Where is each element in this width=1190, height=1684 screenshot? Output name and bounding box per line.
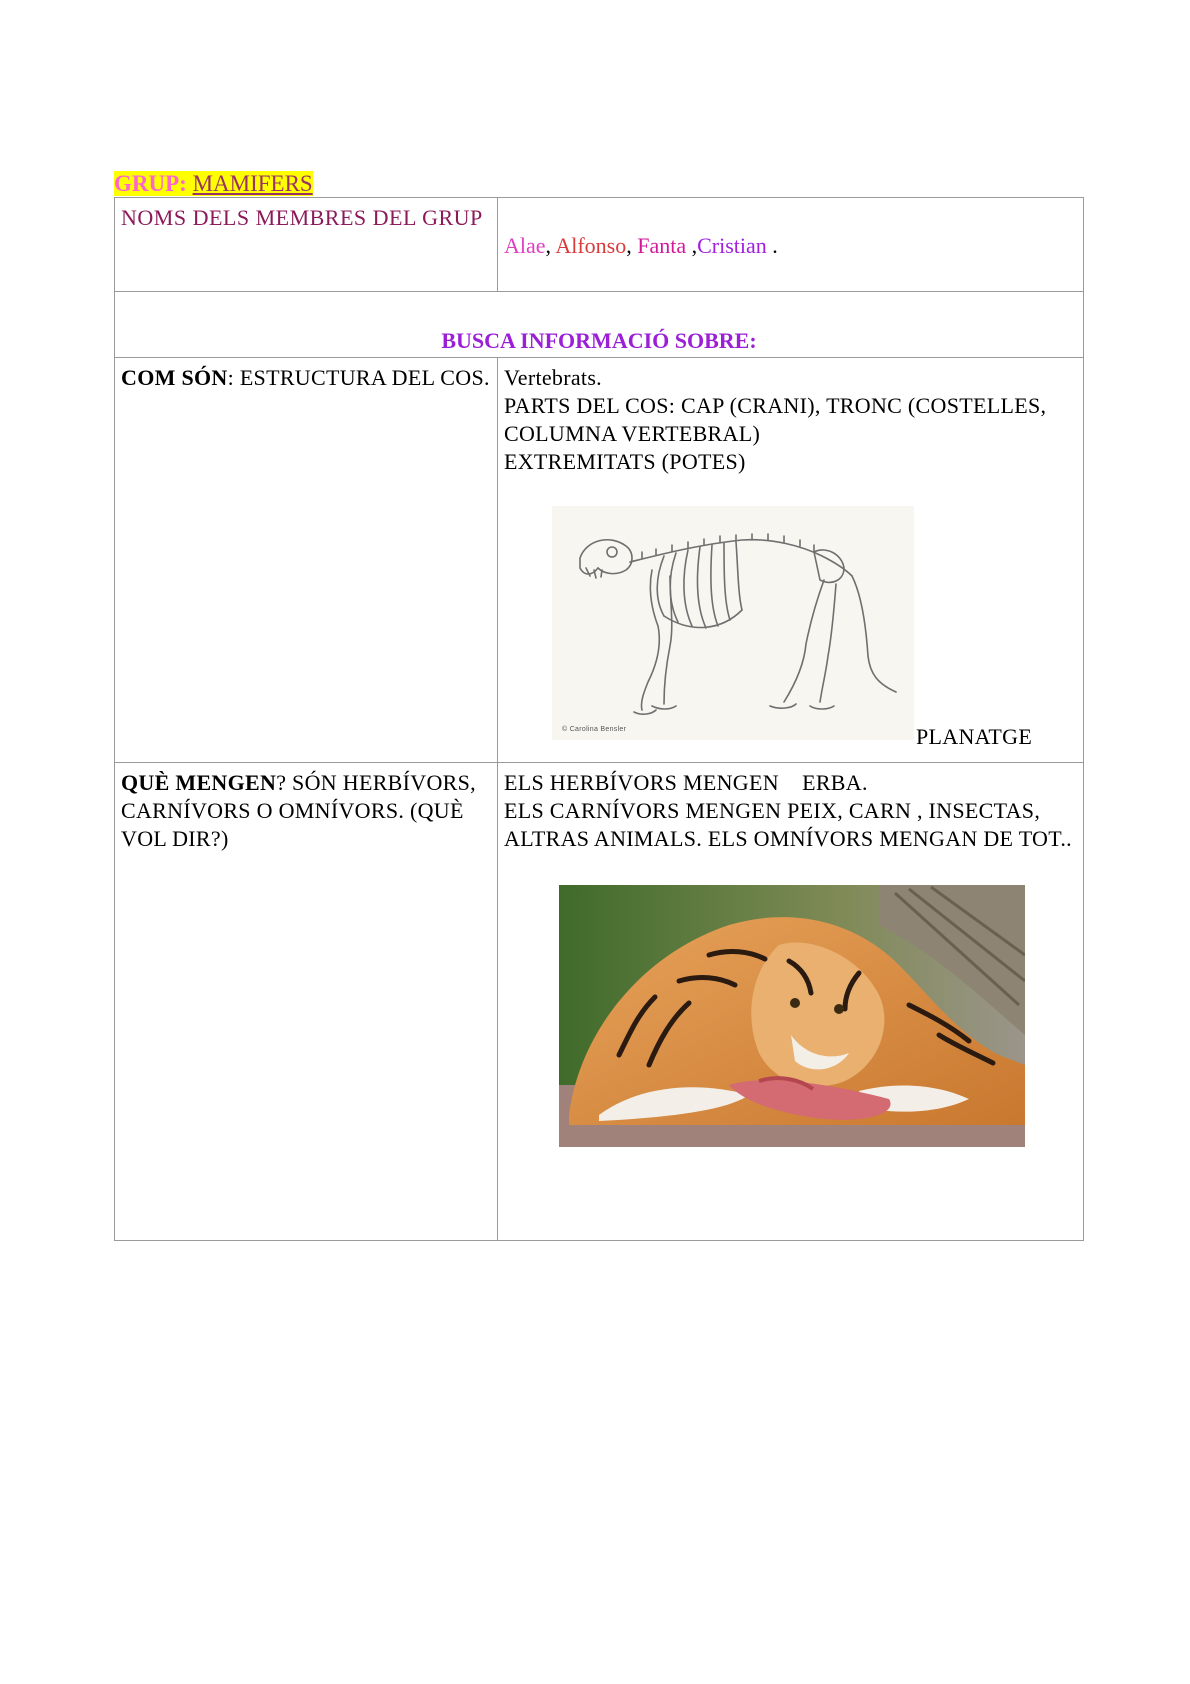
que-mengen-label-bold: QUÈ MENGEN (121, 770, 277, 795)
com-son-answer (498, 358, 1084, 763)
skeleton-caption: PLANATGE (916, 724, 1033, 749)
tiger-skeleton-image (552, 506, 914, 740)
com-son-row (115, 358, 1084, 763)
member-separator-1: , (545, 233, 556, 258)
busca-row (115, 292, 1084, 358)
tiger-figure (504, 883, 1077, 1213)
com-son-label-bold: COM SÓN (121, 365, 228, 390)
com-son-line-2: PARTS DEL COS: CAP (CRANI), TRONC (COSTELLES, COLUMNA VERTEBRAL) (504, 393, 1047, 446)
que-mengen-label (115, 763, 498, 1241)
com-son-line-1: Vertebrats. (504, 365, 602, 390)
group-prefix: GRUP: (114, 171, 187, 196)
member-name-4: Cristian (697, 233, 767, 258)
que-mengen-label-rest: ? SÓN HERBÍVORS, CARNÍVORS O OMNÍVORS. (QUÈ VOL DIR?) (121, 770, 476, 851)
member-end: . (766, 233, 778, 258)
tiger-eating-image (559, 885, 1025, 1147)
com-son-line-3: EXTREMITATS (POTES) (504, 449, 746, 474)
members-value (498, 198, 1084, 292)
que-mengen-row (115, 763, 1084, 1241)
que-mengen-answer (498, 763, 1084, 1241)
skeleton-figure (504, 506, 1077, 758)
member-name-1: Alae (504, 233, 546, 258)
busca-heading: BUSCA INFORMACIÓ SOBRE: (115, 292, 1084, 358)
member-name-2: Alfonso (555, 233, 627, 258)
que-mengen-line-1: ELS HERBÍVORS MENGEN ERBA. (504, 770, 868, 795)
members-row (115, 198, 1084, 292)
member-separator-3: , (686, 233, 698, 258)
member-separator-2: , (626, 233, 638, 258)
group-heading (114, 170, 313, 197)
member-name-3: Fanta (637, 233, 687, 258)
group-name: MAMIFERS (192, 171, 313, 196)
que-mengen-line-2: ELS CARNÍVORS MENGEN PEIX, CARN , INSECTAS, ALTRAS ANIMALS. ELS OMNÍVORS MENGAN DE TOT.. (504, 798, 1072, 851)
com-son-label (115, 358, 498, 763)
members-label: NOMS DELS MEMBRES DEL GRUP (115, 198, 498, 292)
worksheet-table (114, 197, 1084, 1241)
com-son-label-rest: : ESTRUCTURA DEL COS. (227, 365, 490, 390)
skeleton-image-credit: © Carolina Bensler (562, 726, 627, 733)
group-highlight (114, 171, 313, 196)
